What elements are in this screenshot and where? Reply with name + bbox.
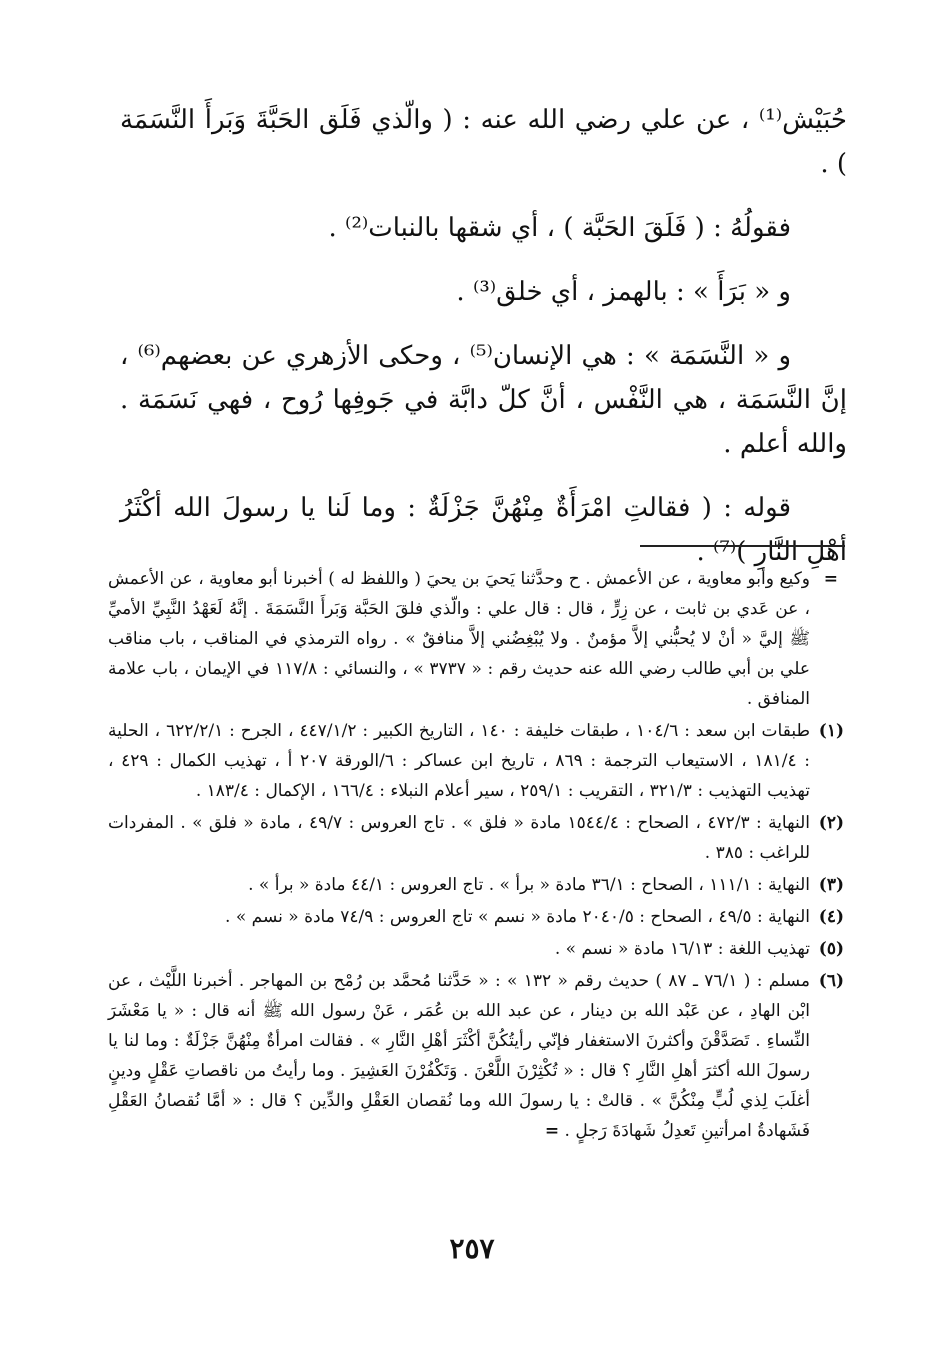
footnote-number: (١): [818, 721, 844, 741]
footnote-number: (٦): [818, 971, 844, 991]
footnote-text: تهذيب اللغة : ١٦/١٣ مادة « نسم » .: [554, 939, 810, 959]
footnote-divider: [640, 545, 845, 547]
footnote-number: (٥): [818, 939, 844, 959]
footnote-continuation: [108, 564, 844, 714]
footnote-text: النهاية : ٤٩/٥ ، الصحاح : ٢٠٤٠/٥ مادة « نسم » تاج العروس : ٧٤/٩ مادة « نسم » .: [225, 907, 810, 927]
footnote-4: [108, 902, 844, 932]
footnote-number: (٤): [818, 907, 844, 927]
main-paragraph-3: و « بَرَأَ » : بالهمز ، أي خلق⁽³⁾ .: [456, 277, 791, 307]
footnote-number: (٢): [818, 813, 844, 833]
footnote-text: النهاية : ٤٧٢/٣ ، الصحاح : ١٥٤٤/٤ مادة « فلق » . تاج العروس : ٤٩/٧ ، مادة « فلق » . المفردات للراغب : ٣٨٥ .: [108, 813, 810, 863]
main-paragraph-2: فقولُهُ : ( فَلَقَ الحَبَّة ) ، أي شقها بالنبات⁽²⁾ .: [328, 213, 791, 243]
continuation-marker-end: =: [544, 1121, 560, 1141]
footnote-2: [108, 808, 844, 868]
footnote-text: النهاية : ١١١/١ ، الصحاح : ٣٦/١ مادة « برأ » . تاج العروس : ٤٤/١ مادة « برأ » .: [248, 875, 810, 895]
main-paragraph-5: قوله : ( فقالتِ امْرَأَةٌ مِنْهُنَّ جَزْلَةٌ : وما لَنا يا رسولَ الله أكْثَرُ أهْلِ النَّارِ )⁽⁷⁾ .: [120, 493, 847, 567]
footnote-continuation-text: وكيع وأبو معاوية ، عن الأعمش . ح وحدَّثنا يَحيَ بن يحيَ ( واللفظ له ) أخبرنا أبو معاوية ، عن الأعمش ، عن عَدي بن ثابت ، عن زِرٍّ ، قال : قال علي : والّذي فلقَ الحَبَّة وَبَرأَ النَّسَمَةَ . إنَّهُ لَعَهْدُ النَّبِيِّ الأميِّ ﷺ إليَّ « أنْ لا يُحبُّني إلاَّ مؤمنٌ . ولا يُبْغِضُني إلاَّ منافقٌ » . رواه الترمذي في المناقب ، باب مناقب علي بن أبي طالب رضي الله عنه حديث رقم : « ٣٧٣٧ » ، والنسائي : ١١٧/٨ في الإيمان ، باب علامة المنافق .: [108, 569, 810, 709]
main-paragraph-1: حُبَيْش⁽¹⁾ ، عن علي رضي الله عنه : ( والّذي فَلَق الحَبَّةَ وَبَرأَ النَّسَمَة ) .: [120, 105, 847, 179]
footnote-number: (٣): [818, 875, 844, 895]
footnote-6: [108, 966, 844, 1146]
footnote-5: [108, 934, 844, 964]
footnotes: [108, 564, 844, 1148]
footnote-text: مسلم : ( ٧٦/١ ـ ٨٧ ) حديث رقم « ١٣٢ » : « حَدَّثنا مُحمَّد بن رُمْح بن المهاجر . أخبرنا اللَّيْث ، عن ابْن الهادِ ، عن عَبْد الله بن دينار ، عن عبد الله بن عُمَر ، عَنْ رسول الله ﷺ أنه قال : « يا مَعْشَرَ النِّساءِ . تَصَدَّقْنَ وأكثرنَ الاستغفار فإنّي رأيتُكُنَّ أكْثَرَ أهْلِ النَّارِ » . فقالت امرأةٌ مِنْهُنَّ جَزْلَةٌ : وما لنا يا رسولَ الله أكثرَ أهلِ النَّارِ ؟ قال : « تُكْثِرْنَ اللَّعْنَ . وَتَكْفُرْنَ العَشِيرَ . وما رأيتُ من ناقصاتِ عَقْلٍ ودينٍ أغلَبَ لِذي لُبٍّ مِنْكُنَّ » . قالتْ : يا رسولَ الله وما نُقصان العَقْلِ والدِّين ؟ قال : « أمَّا نُقصانُ العَقْلِ فَشَهادةُ امرأتينِ تَعدِلُ شَهادَةَ رَجلٍ .: [108, 971, 810, 1141]
footnote-text: طبقات ابن سعد : ١٠٤/٦ ، طبقات خليفة : ١٤٠ ، التاريخ الكبير : ٤٤٧/١/٢ ، الجرح : ٦٢٢/٢/١ ، الحلية : ١٨١/٤ ، الاستيعاب الترجمة : ٨٦٩ ، تاريخ ابن عساكر : ٦/الورقة ٢٠٧ أ ، تهذيب الكمال : ٤٢٩ ، تهذيب التهذيب : ٣٢١/٣ ، التقريب : ٢٥٩/١ ، سير أعلام النبلاء : ١٦٦/٤ ، الإكمال : ١٨٣/٤ .: [108, 721, 811, 801]
main-paragraph-4: و « النَّسَمَة » : هي الإنسان⁽⁵⁾ ، وحكى الأزهري عن بعضهم⁽⁶⁾ ، إنَّ النَّسَمَة ، هي النَّفْس ، أنَّ كلّ دابَّة في جَوفِها رُوح ، فهي نَسَمَة . والله أعلم .: [120, 341, 847, 459]
main-text: [120, 98, 847, 594]
footnote-3: [108, 870, 844, 900]
footnote-1: [108, 716, 844, 806]
page-number: ٢٥٧: [449, 1232, 495, 1265]
continuation-marker: =: [823, 569, 838, 589]
